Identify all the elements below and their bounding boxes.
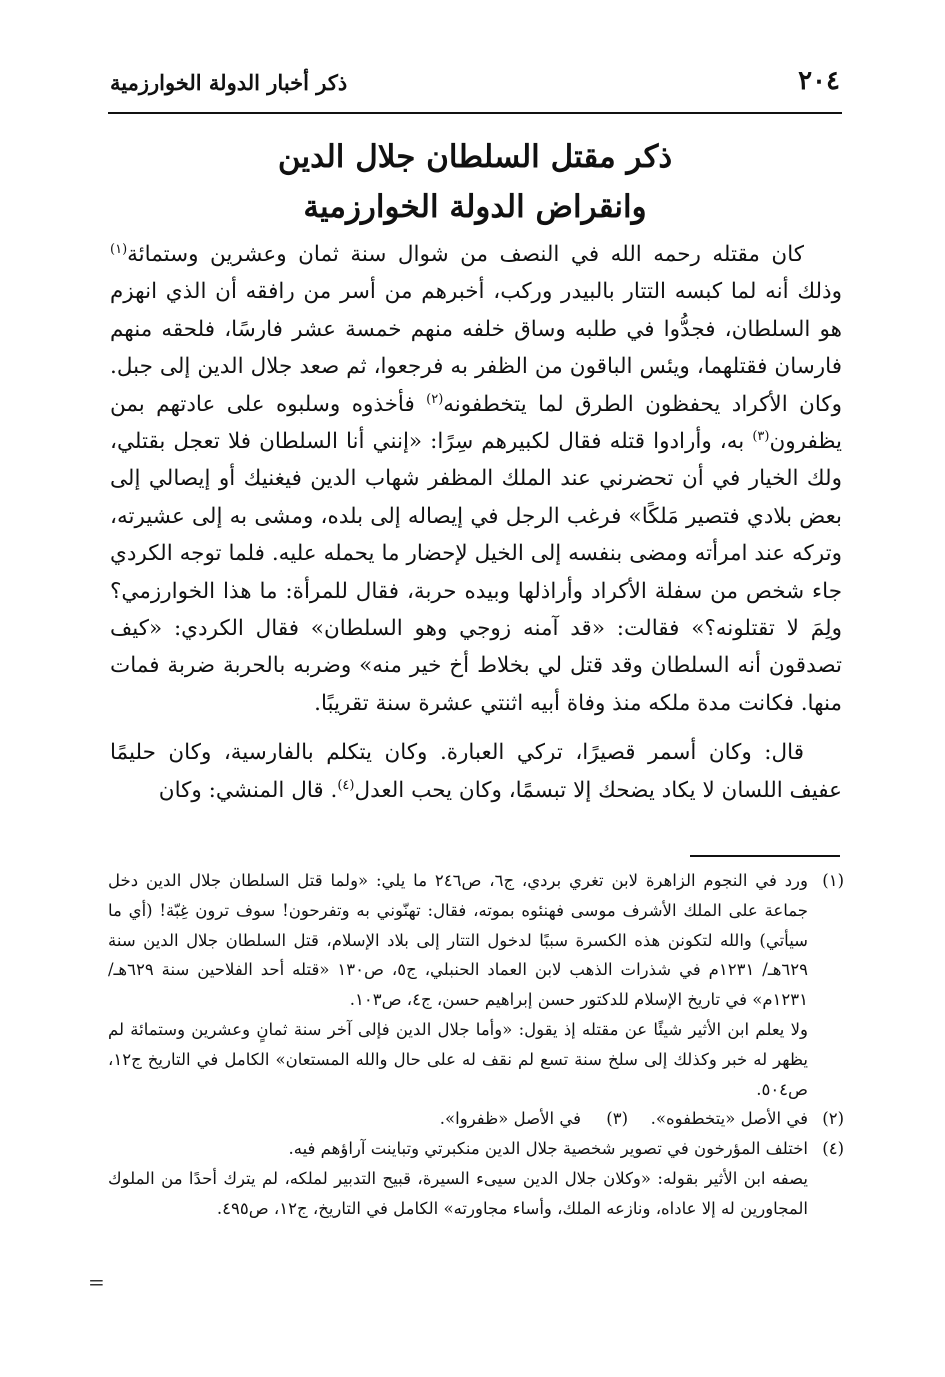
footnote-ref-2: (٢): [426, 391, 444, 407]
paragraph-2: [110, 734, 842, 809]
chapter-title-line-1: ذكر مقتل السلطان جلال الدين: [277, 139, 673, 175]
footnote-3-number: (٣): [606, 1109, 628, 1129]
main-text: [110, 236, 842, 809]
chapter-title: [110, 132, 840, 232]
footnote-4-text-continued: يصفه ابن الأثير بقوله: «وكلان جلال الدين سيىء السيرة، قبيح التدبير لملكه، لم يترك أحدًا من الملوك المجاورين له إلا عاداه، ونازعه الملك، وأساء مجاورته» الكامل في التاريخ، ج١٢، ص٤٩٥.: [108, 1168, 808, 1218]
footnote-1-number: (١): [822, 871, 844, 890]
footnote-4: [108, 1134, 844, 1223]
footnote-3-text: في الأصل «ظفروا».: [439, 1109, 581, 1129]
page-number: ٢٠٤: [798, 66, 840, 96]
footnote-2-text: في الأصل «يتخطفوه».: [650, 1109, 808, 1129]
footnote-4-text: اختلف المؤرخون في تصوير شخصية جلال الدين منكبرتي وتباينت آراؤهم فيه.: [288, 1139, 808, 1159]
paragraph-1-part-a: كان مقتله رحمه الله في النصف من شوال سنة ثمان وعشرين وستمائة: [127, 242, 804, 267]
footnote-ref-3: (٣): [752, 428, 770, 444]
footnotes-2-3-row: [108, 1104, 844, 1134]
footnote-ref-1: (١): [110, 241, 128, 257]
page-header: [110, 66, 840, 110]
footnote-separator: [690, 855, 840, 857]
footnote-2-number: (٢): [822, 1109, 844, 1129]
footnote-1: [108, 866, 844, 1104]
footnote-3: [440, 1104, 628, 1134]
footnote-1-text-continued: ولا يعلم ابن الأثير شيئًا عن مقتله إذ يقول: «وأما جلال الدين فإلى آخر سنة ثمانٍ وعشرين وستمائة لم يظهر له خبر وكذلك إلى سلخ سنة تسع لم نقف له على حال والله المستعان» الكامل في التاريخ ج١٢، ص٥٠٤.: [108, 1019, 808, 1099]
header-rule: [108, 112, 842, 114]
paragraph-1: [110, 236, 842, 722]
chapter-title-line-2: وانقراض الدولة الخوارزمية: [303, 189, 647, 225]
paragraph-2-part-a: قال: وكان أسمر قصيرًا، تركي العبارة. وكان يتكلم بالفارسية، وكان حليمًا عفيف اللسان لا يكاد يضحك إلا تبسمًا، وكان يحب العدل: [110, 740, 842, 803]
paragraph-1-part-d: به، وأرادوا قتله فقال لكبيرهم سِرًا: «إنني أنا السلطان فلا تعجل بقتلي، ولك الخيار في أن تحضرني عند الملك المظفر شهاب الدين فيغنيك أو إيصالي إلى بعض بلادي فتصير مَلكًا» فرغب الرجل في إيصاله إلى بلده، ومشى به إلى عشيرته، وتركه عند امرأته ومضى بنفسه إلى الخيل لإحضار ما يحمله عليه. فلما توجه الكردي جاء شخص من سفلة الأكراد وأراذلها وبيده حربة، فقال للمرأة: ما هذا الخوارزمي؟ ولِمَ لا تقتلونه؟» فقالت: «قد آمنه زوجي وهو السلطان» فقال الكردي: «كيف تصدقون أنه السلطان وقد قتل لي بخلاط أخ خير منه» وضربه بالحربة ضربة فمات منها. فكانت مدة ملكه منذ وفاة أبيه اثنتي عشرة سنة تقريبًا.: [110, 429, 842, 716]
footnotes: [108, 866, 844, 1224]
footnote-1-text: ورد في النجوم الزاهرة لابن تغري بردي، ج٦، ص٢٤٦ ما يلي: «ولما قتل السلطان جلال الدين دخل جماعة على الملك الأشرف موسى فهنئوه بموته، فقال: تهنّوني به وتفرحون! سوف ترون غِبّة! (أي ما سيأتي) والله لتكونن هذه الكسرة سببًا لدخول التتار إلى بلاد الإسلام، قتل السلطان جلال الدين سنة ٦٢٩هـ/ ١٢٣١م في شذرات الذهب لابن العماد الحنبلي، ج٥، ص١٣٠ «قتله أحد الفلاحين سنة ٦٢٩هـ/ ١٢٣١م» في تاريخ الإسلام للدكتور حسن إبراهيم حسن، ج٤، ص١٠٣.: [108, 871, 808, 1010]
paragraph-1-part-c: فأخذوه وسلبوه على عادتهم بمن يظفرون: [110, 391, 842, 455]
paragraph-1-part-b: وذلك أنه لما كبسه التتار بالبيدر وركب، أخبرهم من أسر من رافقه أن الذي انهزم هو السلطان، فجدُّوا في طلبه وساق خلفه منهم خمسة عشر فارسًا، فلحقه منهم فارسان فقتلهما، ويئس الباقون من الظفر به فرجعوا، ثم صعد جلال الدين إلى جبل. وكان الأكراد يحفظون الطرق لما يتخطفونه: [110, 279, 843, 417]
footnote-4-number: (٤): [822, 1139, 844, 1159]
running-title: ذكر أخبار الدولة الخوارزمية: [110, 70, 348, 95]
footnote-ref-4: (٤): [337, 777, 355, 793]
paragraph-2-part-b: . قال المنشي: وكان: [158, 777, 338, 803]
continuation-mark: =: [88, 1270, 105, 1294]
